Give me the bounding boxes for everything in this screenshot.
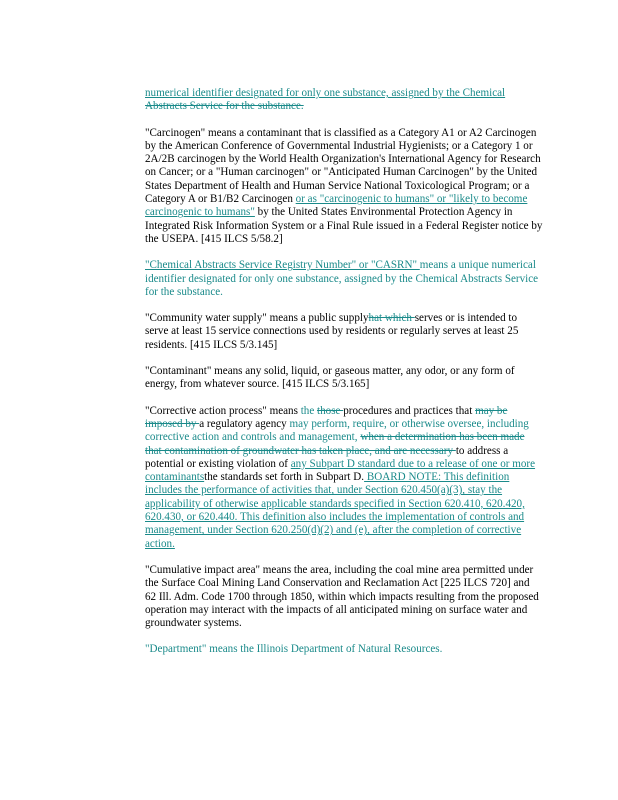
body-text: "Community water supply" means a public supply (145, 312, 369, 325)
definition-paragraph (145, 87, 543, 114)
inserted-text: any Subpart D standard due to a release of one or more contaminants (145, 457, 536, 484)
body-text: "Carcinogen" means a contaminant that is classified as a Category A1 or A2 Carcinogen by the American Conference of Governmental Industrial Hygienists; or a Category 1 or 2A/2B carcinogen by the World Health Organization's International Agency for Research on Cancer; or a "Human carcinogen" or "Anticipated Human Carcinogen" by the United States Department of Health and Human Service National Toxicological Program; or a Category A or B1/B2 Carcinogen (145, 126, 541, 206)
document-page (145, 87, 543, 670)
definition-paragraph (145, 405, 543, 551)
body-text: "Cumulative impact area" means the area, including the coal mine area permitted under the Surface Coal Mining Land Conservation and Reclamation Act [225 ILCS 720] and 62 Ill. Adm. Code 1700 through 1850, within which impacts resulting from the proposed operation may interact with the impacts of all anticipated mining on surface water and groundwater systems. (145, 563, 539, 630)
definition-paragraph (145, 365, 543, 392)
inserted-text: the (300, 404, 318, 417)
inserted-text: "Chemical Abstracts Service Registry Number" or "CASRN" (145, 259, 420, 272)
definition-paragraph (145, 643, 543, 656)
body-text: procedures and practices that (343, 404, 476, 417)
body-text: a regulatory agency (199, 417, 290, 430)
deleted-text: hat which (368, 312, 415, 325)
inserted-text: numerical identifier designated for only one substance, assigned by the Chemical (145, 87, 506, 99)
inserted-text: means a unique numerical identifier designated for only one substance, assigned by the Chemical Abstracts Service for the substance. (145, 259, 539, 298)
deleted-text: may be imposed by (145, 404, 508, 430)
body-text: the standards set forth in Subpart D (204, 471, 362, 484)
body-text: "Corrective action process" means (145, 404, 301, 417)
body-text: to address a potential or existing violation of (145, 444, 509, 470)
inserted-text: BOARD NOTE: This definition includes the performance of activities that, under Section 620.450(a)(3), stay the applicability of otherwise applicable standards specified in Section 620.410, 620.420, 620.430, or 620.440. This definition also includes the implementation of controls and management, under Section 620.250(d)(2) and (e), after the completion of corrective action. (145, 471, 525, 550)
inserted-text: may perform, require, or otherwise oversee, including corrective action and controls and management, (145, 417, 529, 444)
deleted-text: when a determination has been made that contamination of groundwater has taken place, and are necessary (145, 431, 525, 457)
inserted-text: or as "carcinogenic to humans" or "likely to become carcinogenic to humans" (145, 193, 528, 219)
deleted-text: those (317, 404, 344, 417)
definition-paragraph (145, 312, 543, 352)
inserted-text: "Department" means the Illinois Department of Natural Resources. (145, 643, 443, 656)
body-text: serves or is intended to serve at least 15 service connections used by residents or regularly serves at least 25 residents. [415 ILCS 5/3.145] (145, 312, 519, 351)
definition-paragraph (145, 127, 543, 247)
definition-paragraph (145, 564, 543, 630)
body-text: . (361, 471, 365, 484)
deleted-text: Abstracts Service for the substance. (145, 100, 304, 113)
body-text: "Contaminant" means any solid, liquid, or gaseous matter, any odor, or any form of energy, from whatever source. [415 ILCS 5/3.165] (145, 365, 515, 391)
definition-paragraph (145, 259, 543, 299)
body-text: by the United States Environmental Protection Agency in Integrated Risk Information System or a Final Rule issued in a Federal Register notice by the USEPA. [415 ILCS 5/58.2] (145, 206, 543, 245)
